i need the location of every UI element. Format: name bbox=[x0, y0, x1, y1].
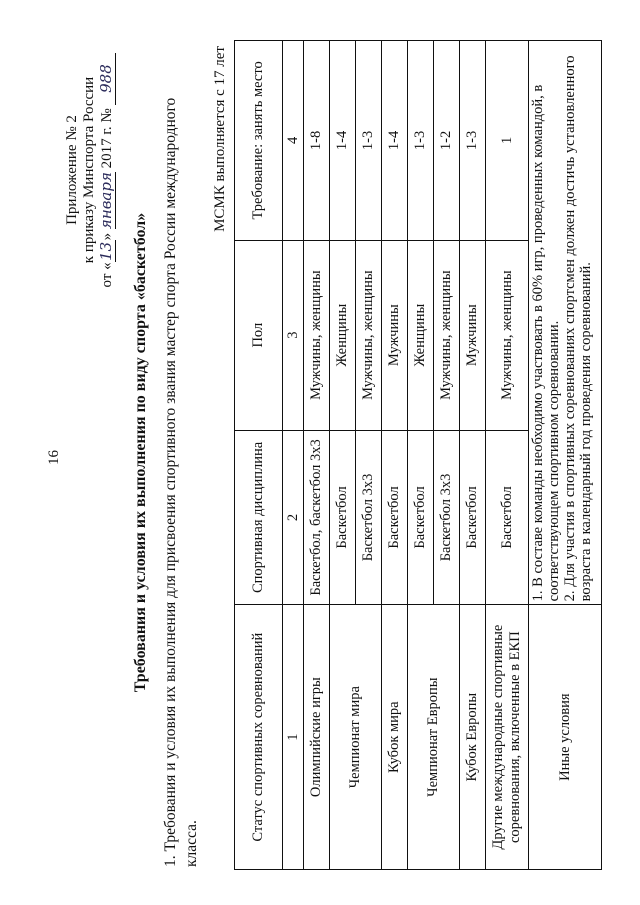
table-header-row bbox=[235, 41, 283, 870]
gender-cell: Мужчины, женщины bbox=[304, 240, 330, 430]
gender-cell: Женщины bbox=[330, 240, 356, 430]
gender-cell: Мужчины, женщины bbox=[486, 240, 529, 430]
column-number-row bbox=[283, 41, 304, 870]
header-status: Статус спортивных соревнований bbox=[235, 605, 283, 870]
gender-cell: Мужчины, женщины bbox=[356, 240, 382, 430]
handwritten-day: 13 bbox=[97, 241, 115, 261]
date-mid: » bbox=[99, 232, 115, 241]
discipline-cell: Баскетбол bbox=[330, 430, 356, 605]
status-cell: Другие международные спортивные соревнования, включенные в ЕКП bbox=[486, 605, 529, 870]
table-row bbox=[304, 41, 330, 870]
place-cell: 1 bbox=[486, 41, 529, 241]
status-cell: Чемпионат Европы bbox=[408, 605, 460, 870]
document-title: Требования и условия их выполнения по виду спорта «баскетбол» bbox=[132, 212, 149, 693]
appendix-date bbox=[98, 25, 116, 315]
table-row bbox=[330, 41, 356, 870]
date-prefix: от « bbox=[99, 262, 115, 288]
table-row bbox=[408, 41, 434, 870]
place-cell: 1-3 bbox=[408, 41, 434, 241]
place-cell: 1-3 bbox=[460, 41, 486, 241]
header-discipline: Спортивная дисциплина bbox=[235, 430, 283, 605]
discipline-cell: Баскетбол bbox=[486, 430, 529, 605]
gender-cell: Мужчины, женщины bbox=[434, 240, 460, 430]
appendix-title: Приложение № 2 bbox=[64, 115, 80, 225]
gender-cell: Женщины bbox=[408, 240, 434, 430]
requirements-table bbox=[234, 40, 602, 870]
date-year: 2017 г. № bbox=[99, 108, 115, 169]
handwritten-month: января bbox=[97, 172, 115, 230]
gender-cell: Мужчины bbox=[460, 240, 486, 430]
handwritten-number: 988 bbox=[98, 53, 116, 105]
other-condition-2: 2. Для участия в спортивных соревнованиях спортсмен должен достичь установленного возраста в календарный год проведения соревнований. bbox=[562, 55, 594, 602]
table-row bbox=[460, 41, 486, 870]
intro-paragraph: 1. Требования и условия их выполнения для присвоения спортивного звания мастер спорта России международного класса. bbox=[162, 97, 200, 867]
column-number: 2 bbox=[283, 430, 304, 605]
discipline-cell: Баскетбол bbox=[460, 430, 486, 605]
discipline-cell: Баскетбол 3х3 bbox=[356, 430, 382, 605]
column-number: 1 bbox=[283, 605, 304, 870]
status-cell: Чемпионат мира bbox=[330, 605, 382, 870]
gender-cell: Мужчины bbox=[382, 240, 408, 430]
other-conditions-label: Иные условия bbox=[529, 605, 602, 870]
place-cell: 1-8 bbox=[304, 41, 330, 241]
other-conditions-row bbox=[529, 41, 602, 870]
column-number: 4 bbox=[283, 41, 304, 241]
age-note: МСМК выполняется с 17 лет bbox=[212, 46, 228, 232]
other-conditions-text bbox=[529, 41, 602, 605]
discipline-cell: Баскетбол bbox=[408, 430, 434, 605]
table-row bbox=[486, 41, 529, 870]
discipline-cell: Баскетбол 3х3 bbox=[434, 430, 460, 605]
place-cell: 1-2 bbox=[434, 41, 460, 241]
other-condition-1: 1. В составе команды необходимо участвовать в 60% игр, проведенных командой, в соответствующем спортивном соревновании. bbox=[530, 84, 562, 602]
status-cell: Олимпийские игры bbox=[304, 605, 330, 870]
place-cell: 1-4 bbox=[382, 41, 408, 241]
status-cell: Кубок Европы bbox=[460, 605, 486, 870]
appendix-block bbox=[64, 25, 116, 315]
column-number: 3 bbox=[283, 240, 304, 430]
discipline-cell: Баскетбол bbox=[382, 430, 408, 605]
page-number: 16 bbox=[46, 450, 62, 465]
place-cell: 1-4 bbox=[330, 41, 356, 241]
place-cell: 1-3 bbox=[356, 41, 382, 241]
header-gender: Пол bbox=[235, 240, 283, 430]
status-cell: Кубок мира bbox=[382, 605, 408, 870]
table-row bbox=[382, 41, 408, 870]
discipline-cell: Баскетбол, баскетбол 3х3 bbox=[304, 430, 330, 605]
appendix-order: к приказу Минспорта России bbox=[81, 76, 97, 264]
header-place: Требование: занять место bbox=[235, 41, 283, 241]
